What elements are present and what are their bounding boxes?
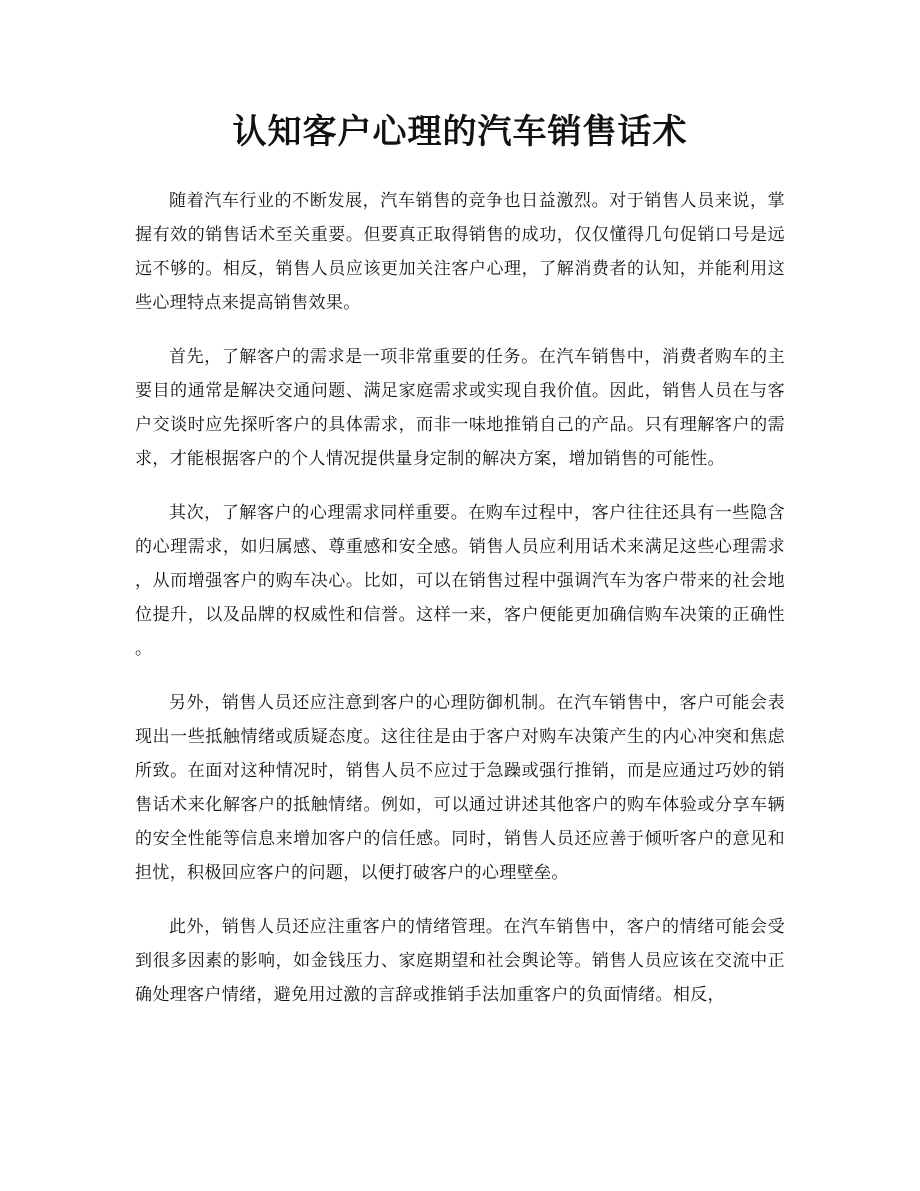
paragraph-5: 此外，销售人员还应注重客户的情绪管理。在汽车销售中，客户的情绪可能会受到很多因素的影响，如金钱压力、家庭期望和社会舆论等。销售人员应该在交流中正确处理客户情绪，避免用过激的言辞或推销手法加重客户的负面情绪。相反，	[135, 917, 785, 1005]
paragraph-4: 另外，销售人员还应注意到客户的心理防御机制。在汽车销售中，客户可能会表现出一些抵触情绪或质疑态度。这往往是由于客户对购车决策产生的内心冲突和焦虑所致。在面对这种情况时，销售人员不应过于急躁或强行推销，而是应通过巧妙的销售话术来化解客户的抵触情绪。例如，可以通过讲述其他客户的购车体验或分享车辆的安全性能等信息来增加客户的信任感。同时，销售人员还应善于倾听客户的意见和担忧，积极回应客户的问题，以便打破客户的心理壁垒。	[135, 693, 785, 883]
paragraph-3: 其次，了解客户的心理需求同样重要。在购车过程中，客户往往还具有一些隐含的心理需求，如归属感、尊重感和安全感。销售人员应利用话术来满足这些心理需求，从而增强客户的购车决心。比如，可以在销售过程中强调汽车为客户带来的社会地位提升，以及品牌的权威性和信誉。这样一来，客户便能更加确信购车决策的正确性。	[135, 503, 785, 659]
paragraph-1: 随着汽车行业的不断发展，汽车销售的竞争也日益激烈。对于销售人员来说，掌握有效的销售话术至关重要。但要真正取得销售的成功，仅仅懂得几句促销口号是远远不够的。相反，销售人员应该更加关注客户心理，了解消费者的认知，并能利用这些心理特点来提高销售效果。	[135, 191, 785, 313]
document-title: 认知客户心理的汽车销售话术	[232, 112, 688, 152]
paragraph-2: 首先，了解客户的需求是一项非常重要的任务。在汽车销售中，消费者购车的主要目的通常是解决交通问题、满足家庭需求或实现自我价值。因此，销售人员在与客户交谈时应先探听客户的具体需求，而非一味地推销自己的产品。只有理解客户的需求，才能根据客户的个人情况提供量身定制的解决方案，增加销售的可能性。	[135, 347, 785, 469]
document-body	[135, 184, 785, 1032]
